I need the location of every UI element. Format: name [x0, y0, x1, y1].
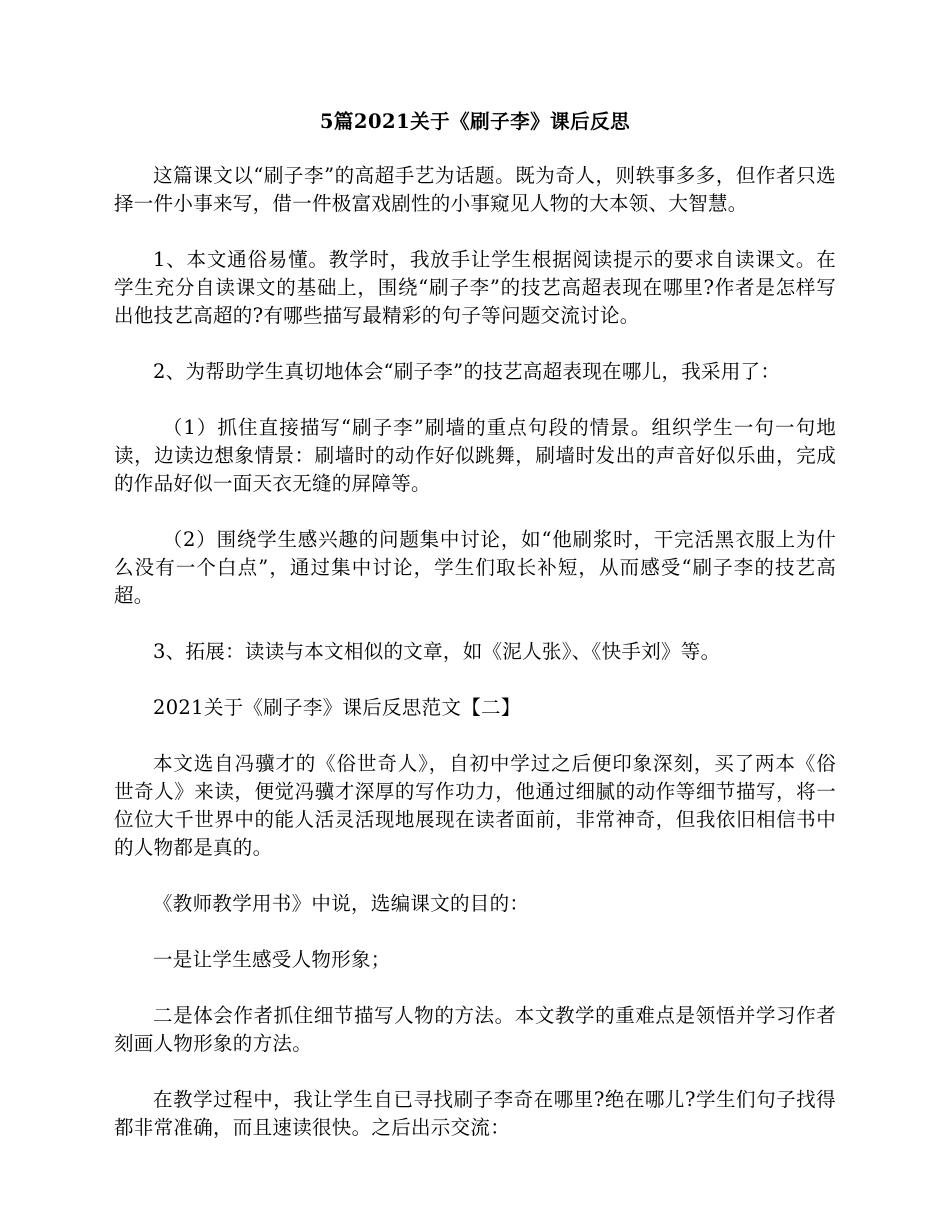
paragraph-intro: 这篇课文以“刷子李”的高超手艺为话题。既为奇人，则轶事多多，但作者只选择一件小事来写，借一件极富戏剧性的小事窥见人物的大本领、大智慧。 — [114, 164, 836, 215]
paragraph-point-3: 3、拓展：读读与本文相似的文章，如《泥人张》、《快手刘》等。 — [153, 640, 721, 663]
paragraph-subpoint-1: （1）抓住直接描写“刷子李”刷墙的重点句段的情景。组织学生一句一句地读，边读边想象情景：刷墙时的动作好似跳舞，刷墙时发出的声音好似乐曲，完成的作品好似一面天衣无缝的屏障等。 — [114, 416, 836, 495]
document-title: 5篇2021关于《刷子李》课后反思 — [319, 110, 631, 133]
paragraph-teaching-process: 在教学过程中，我让学生自已寻找刷子李奇在哪里?绝在哪儿?学生们句子找得都非常准确，而且速读很快。之后出示交流： — [114, 1088, 836, 1139]
section-heading-2: 2021关于《刷子李》课后反思范文【二】 — [153, 696, 521, 719]
paragraph-point-2: 2、为帮助学生真切地体会“刷子李”的技艺高超表现在哪儿，我采用了： — [153, 360, 781, 383]
paragraph-subpoint-2: （2）围绕学生感兴趣的问题集中讨论，如“他刷浆时，干完活黑衣服上为什么没有一个白点”，通过集中讨论，学生们取长补短，从而感受“刷子李的技艺高超。 — [114, 528, 836, 607]
paragraph-teaching-book: 《教师教学用书》中说，选编课文的目的： — [153, 892, 530, 915]
paragraph-point-1: 1、本文通俗易懂。教学时，我放手让学生根据阅读提示的要求自读课文。在学生充分自读课文的基础上，围绕“刷子李”的技艺高超表现在哪里?作者是怎样写出他技艺高超的?有哪些描写最精彩的句子等问题交流讨论。 — [114, 248, 836, 327]
paragraph-goal-2: 二是体会作者抓住细节描写人物的方法。本文教学的重难点是领悟并学习作者刻画人物形象的方法。 — [114, 1004, 836, 1055]
paragraph-goal-1: 一是让学生感受人物形象； — [153, 948, 391, 971]
paragraph-section2-intro: 本文选自冯骥才的《俗世奇人》，自初中学过之后便印象深刻，买了两本《俗世奇人》来读，便觉冯骥才深厚的写作功力，他通过细腻的动作等细节描写，将一位位大千世界中的能人活灵活现地展现在读者面前，非常神奇，但我依旧相信书中的人物都是真的。 — [114, 752, 836, 859]
